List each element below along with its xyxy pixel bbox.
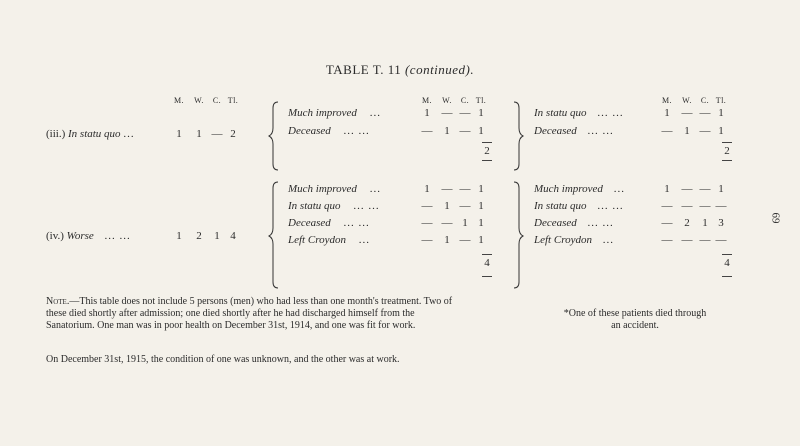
row-label: Deceased xyxy=(288,217,331,229)
value-m: 1 xyxy=(176,230,182,242)
iii-right-total-rule-bottom xyxy=(722,160,732,161)
value-tl: 1 xyxy=(478,107,484,119)
value-m: 1 xyxy=(424,183,430,195)
header-middle xyxy=(420,96,488,105)
brace-iv-middle xyxy=(268,180,282,290)
header-right xyxy=(660,96,728,105)
footnote: *One of these patients died through an accident. xyxy=(563,308,707,331)
value-c: — xyxy=(459,125,471,137)
value-tl: 1 xyxy=(478,217,484,229)
section-iv-label xyxy=(46,230,131,242)
leader: ... ... xyxy=(597,107,624,119)
value-m: — xyxy=(421,200,433,212)
value-tl: 1 xyxy=(478,125,484,137)
iii-middle-row-2 xyxy=(288,125,370,137)
iii-middle-row-1-values xyxy=(420,107,488,119)
value-w: — xyxy=(681,107,693,119)
brace-iv-right xyxy=(510,180,524,290)
iv-middle-row-2-values xyxy=(420,200,488,212)
leader: ... xyxy=(358,234,370,246)
leader: ... ... xyxy=(587,125,614,137)
section-label-italic: Worse xyxy=(66,230,94,242)
value-tl: 1 xyxy=(718,125,724,137)
value-w: 1 xyxy=(196,128,202,140)
iv-middle-row-3 xyxy=(288,217,370,229)
value-w: 2 xyxy=(684,217,690,229)
value-m: 1 xyxy=(176,128,182,140)
value-c: — xyxy=(211,128,223,140)
value-w: — xyxy=(441,107,453,119)
leader: ... xyxy=(123,128,135,140)
leader: ... xyxy=(369,107,381,119)
iv-middle-row-1 xyxy=(288,183,381,195)
leader: ... ... xyxy=(353,200,380,212)
value-w: 2 xyxy=(196,230,202,242)
iv-middle-total: 4 xyxy=(484,257,490,269)
hdr-w: W. xyxy=(682,96,692,105)
iii-middle-total-rule-bottom xyxy=(482,160,492,161)
hdr-w: W. xyxy=(442,96,452,105)
section-iv-values xyxy=(172,230,240,242)
iv-middle-row-3-values xyxy=(420,217,488,229)
row-label: Much improved xyxy=(534,183,603,195)
value-tl: — xyxy=(715,234,727,246)
value-m: 1 xyxy=(424,107,430,119)
value-w: 1 xyxy=(684,125,690,137)
iii-right-row-1 xyxy=(534,107,624,119)
iv-middle-row-4-values xyxy=(420,234,488,246)
table-title xyxy=(0,62,800,78)
value-c: — xyxy=(699,183,711,195)
iv-right-row-1-values xyxy=(660,183,728,195)
value-m: — xyxy=(661,125,673,137)
section-label: (iv.) xyxy=(46,230,64,242)
value-w: 1 xyxy=(444,125,450,137)
title-main: TABLE T. 11 xyxy=(325,62,402,77)
value-tl: 1 xyxy=(718,107,724,119)
leader: ... ... xyxy=(343,217,370,229)
note-text: —This table does not include 5 persons (men) who had less than one month's treatment. Two of these died shortly after admission; one died shortly after he had discharged himself from the Sanatorium. One man was in poor health on December 31st, 1914, and one was fit for work. xyxy=(46,296,453,331)
row-label: Much improved xyxy=(288,183,357,195)
iv-right-total-rule-bottom xyxy=(722,276,732,277)
section-label: (iii.) xyxy=(46,128,66,140)
iii-right-total-rule xyxy=(722,142,732,143)
value-tl: 3 xyxy=(718,217,724,229)
hdr-tl: Tl. xyxy=(227,96,239,105)
row-label: In statu quo xyxy=(288,200,341,212)
value-c: — xyxy=(459,234,471,246)
iv-right-row-3 xyxy=(534,217,614,229)
iv-right-row-1 xyxy=(534,183,625,195)
value-c: 1 xyxy=(702,217,708,229)
brace-iii-right xyxy=(510,100,524,172)
section-iii-values xyxy=(172,128,240,140)
hdr-m: M. xyxy=(173,96,185,105)
iv-right-row-2-values xyxy=(660,200,728,212)
value-w: — xyxy=(681,200,693,212)
iv-middle-row-2 xyxy=(288,200,380,212)
value-tl: 1 xyxy=(718,183,724,195)
value-c: — xyxy=(459,107,471,119)
row-label: Deceased xyxy=(534,125,577,137)
value-m: — xyxy=(661,217,673,229)
iii-right-total: 2 xyxy=(724,145,730,157)
value-c: 1 xyxy=(214,230,220,242)
note-label: Note. xyxy=(46,296,70,307)
value-w: — xyxy=(681,234,693,246)
hdr-c: C. xyxy=(700,96,710,105)
value-tl: 1 xyxy=(478,183,484,195)
iii-middle-total: 2 xyxy=(484,145,490,157)
value-c: — xyxy=(699,125,711,137)
value-w: 1 xyxy=(444,234,450,246)
value-tl: 2 xyxy=(230,128,236,140)
iv-right-row-4-values xyxy=(660,234,728,246)
title-suffix: (continued). xyxy=(404,62,475,77)
hdr-c: C. xyxy=(460,96,470,105)
row-label: Deceased xyxy=(534,217,577,229)
hdr-m: M. xyxy=(661,96,673,105)
iii-middle-row-1 xyxy=(288,107,381,119)
value-w: — xyxy=(681,183,693,195)
value-tl: — xyxy=(715,200,727,212)
value-m: — xyxy=(661,234,673,246)
iii-middle-total-rule xyxy=(482,142,492,143)
value-m: 1 xyxy=(664,107,670,119)
section-iii-label xyxy=(46,128,135,140)
iii-right-row-2-values xyxy=(660,125,728,137)
row-label: Left Croydon xyxy=(288,234,346,246)
iv-middle-total-rule-bottom xyxy=(482,276,492,277)
value-w: 1 xyxy=(444,200,450,212)
section-label-italic: In statu quo xyxy=(68,128,121,140)
value-w: — xyxy=(441,217,453,229)
hdr-c: C. xyxy=(212,96,222,105)
iii-middle-row-2-values xyxy=(420,125,488,137)
row-label: Much improved xyxy=(288,107,357,119)
leader: ... xyxy=(369,183,381,195)
iv-right-row-3-values xyxy=(660,217,728,229)
note-paragraph xyxy=(46,296,456,332)
iv-middle-row-4 xyxy=(288,234,370,246)
iv-right-row-4 xyxy=(534,234,614,246)
leader: ... ... xyxy=(104,230,131,242)
row-label: Deceased xyxy=(288,125,331,137)
iii-right-row-1-values xyxy=(660,107,728,119)
value-tl: 4 xyxy=(230,230,236,242)
value-m: — xyxy=(421,125,433,137)
iv-right-row-2 xyxy=(534,200,624,212)
header-left xyxy=(172,96,240,105)
value-c: — xyxy=(459,200,471,212)
value-c: — xyxy=(459,183,471,195)
value-c: 1 xyxy=(462,217,468,229)
value-c: — xyxy=(699,234,711,246)
value-m: 1 xyxy=(664,183,670,195)
row-label: Left Croydon xyxy=(534,234,592,246)
value-w: — xyxy=(441,183,453,195)
row-label: In statu quo xyxy=(534,107,587,119)
iv-middle-total-rule xyxy=(482,254,492,255)
value-tl: 1 xyxy=(478,200,484,212)
value-m: — xyxy=(421,217,433,229)
value-c: — xyxy=(699,200,711,212)
hdr-m: M. xyxy=(421,96,433,105)
iv-middle-row-1-values xyxy=(420,183,488,195)
leader: ... ... xyxy=(343,125,370,137)
value-c: — xyxy=(699,107,711,119)
value-tl: 1 xyxy=(478,234,484,246)
leader: ... xyxy=(613,183,625,195)
hdr-tl: Tl. xyxy=(475,96,487,105)
value-m: — xyxy=(661,200,673,212)
note-paragraph-2: On December 31st, 1915, the condition of one was unknown, and the other was at work. xyxy=(46,354,400,365)
leader: ... ... xyxy=(587,217,614,229)
brace-iii-middle xyxy=(268,100,282,172)
iii-right-row-2 xyxy=(534,125,614,137)
hdr-w: W. xyxy=(194,96,204,105)
leader: ... ... xyxy=(597,200,624,212)
iv-right-total-rule xyxy=(722,254,732,255)
leader: ... xyxy=(602,234,614,246)
iv-right-total: 4 xyxy=(724,257,730,269)
hdr-tl: Tl. xyxy=(715,96,727,105)
row-label: In statu quo xyxy=(534,200,587,212)
value-m: — xyxy=(421,234,433,246)
page-number: 69 xyxy=(769,212,782,224)
